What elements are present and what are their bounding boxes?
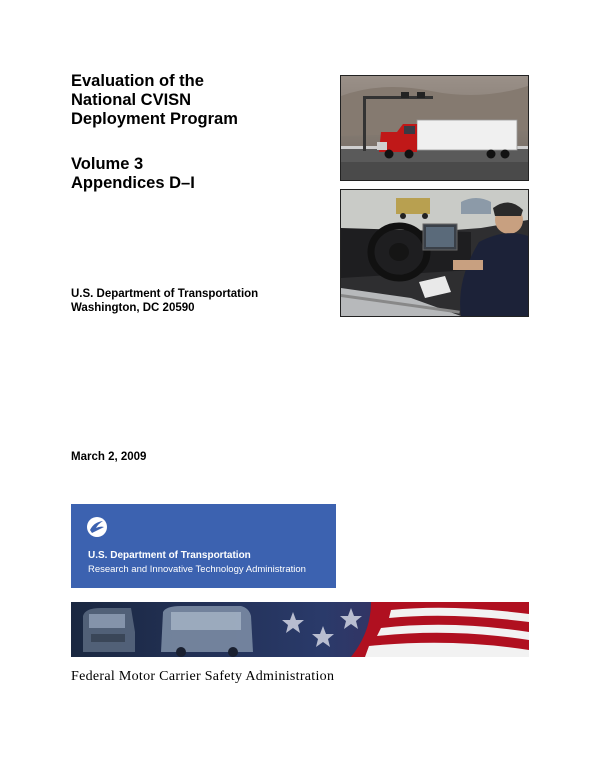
truck-at-weigh-station-photo [340, 75, 529, 181]
publication-date: March 2, 2009 [71, 451, 147, 463]
volume-heading [71, 155, 195, 193]
document-title [71, 72, 238, 129]
rita-banner [71, 504, 336, 588]
banner-department-name: U.S. Department of Transportation [88, 550, 251, 561]
department-city: Washington, DC 20590 [71, 302, 195, 314]
agency-name: Federal Motor Carrier Safety Administration [71, 669, 335, 684]
department-address [71, 287, 258, 315]
title-line-1: Evaluation of the [71, 72, 204, 90]
vehicles-and-flag-banner [71, 602, 529, 657]
officer-in-vehicle-photo [340, 189, 529, 317]
title-line-3: Deployment Program [71, 110, 238, 128]
title-line-2: National CVISN [71, 91, 192, 109]
dot-logo-icon [86, 516, 108, 538]
volume-number: Volume 3 [71, 155, 144, 173]
banner-administration-name: Research and Innovative Technology Administration [88, 564, 306, 575]
department-name: U.S. Department of Transportation [71, 288, 259, 300]
volume-appendices: Appendices D–I [71, 174, 195, 192]
